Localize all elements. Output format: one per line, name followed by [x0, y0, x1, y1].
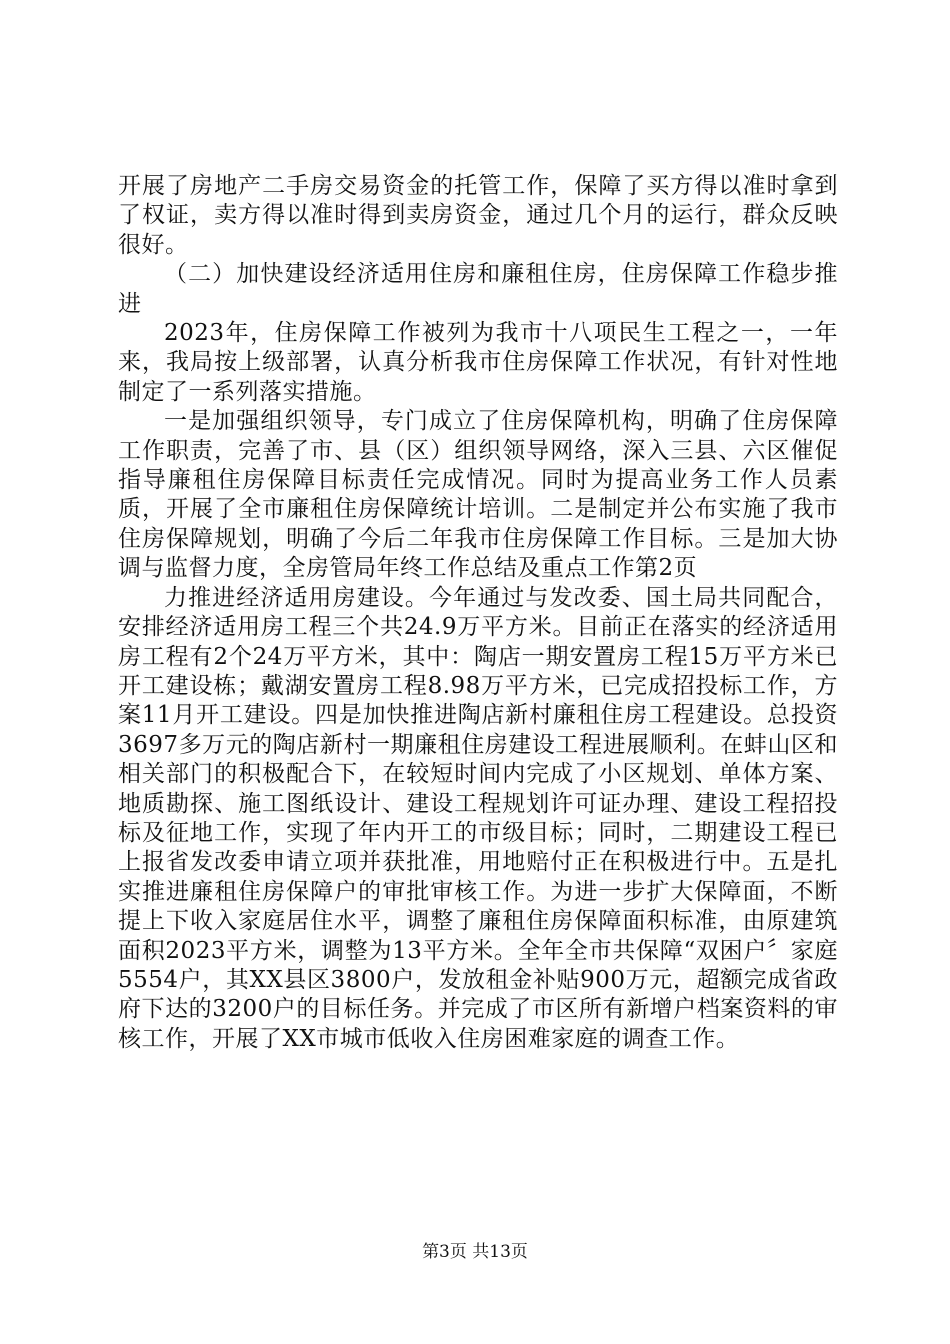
page-number: 第3页 共13页	[422, 1242, 528, 1262]
paragraph-affordable-housing: 力推进经济适用房建设。今年通过与发改委、国土局共同配合，安排经济适用房工程三个共24.9万平方米。目前正在落实的经济适用房工程有2个24万平方米，其中：陶店一期安置房工程15万平方米已开工建设栋；戴湖安置房工程8.98万平方米，已完成招投标工作，方案11月开工建设。四是加快推进陶店新村廉租住房工程建设。总投资3697多万元的陶店新村一期廉租住房建设工程进展顺利。在蚌山区和相关部门的积极配合下，在较短时间内完成了小区规划、单体方案、地质勘探、施工图纸设计、建设工程规划许可证办理、建设工程招投标及征地工作，实现了年内开工的市级目标；同时，二期建设工程已上报省发改委申请立项并获批准，用地赔付正在积极进行中。五是扎实推进廉租住房保障户的审批审核工作。为进一步扩大保障面，不断提上下收入家庭居住水平，调整了廉租住房保障面积标准，由原建筑面积2023平方米，调整为13平方米。全年全市共保障“双困户〞家庭5554户，其XX县区3800户，发放租金补贴900万元，超额完成省政府下达的3200户的目标任务。并完成了市区所有新增户档案资料的审核工作，开展了XX市城市低收入住房困难家庭的调查工作。	[118, 584, 838, 1052]
paragraph-escrow: 开展了房地产二手房交易资金的托管工作，保障了买方得以准时拿到了权证，卖方得以准时得到卖房资金，通过几个月的运行，群众反映很好。	[118, 173, 838, 258]
document-body	[118, 172, 838, 1054]
page-footer	[0, 1241, 950, 1263]
paragraph-organization-leadership: 一是加强组织领导，专门成立了住房保障机构，明确了住房保障工作职责，完善了市、县（区）组织领导网络，深入三县、六区催促指导廉租住房保障目标责任完成情况。同时为提高业务工作人员素质，开展了全市廉租住房保障统计培训。二是制定并公布实施了我市住房保障规划，明确了今后二年我市住房保障工作目标。三是加大协调与监督力度，全房管局年终工作总结及重点工作第2页	[118, 408, 838, 582]
section-heading-housing-security: （二）加快建设经济适用住房和廉租住房，住房保障工作稳步推进	[118, 261, 838, 317]
paragraph-livelihood-project: 2023年，住房保障工作被列为我市十八项民生工程之一，一年来，我局按上级部署，认真分析我市住房保障工作状况，有针对性地制定了一系列落实措施。	[118, 320, 838, 405]
